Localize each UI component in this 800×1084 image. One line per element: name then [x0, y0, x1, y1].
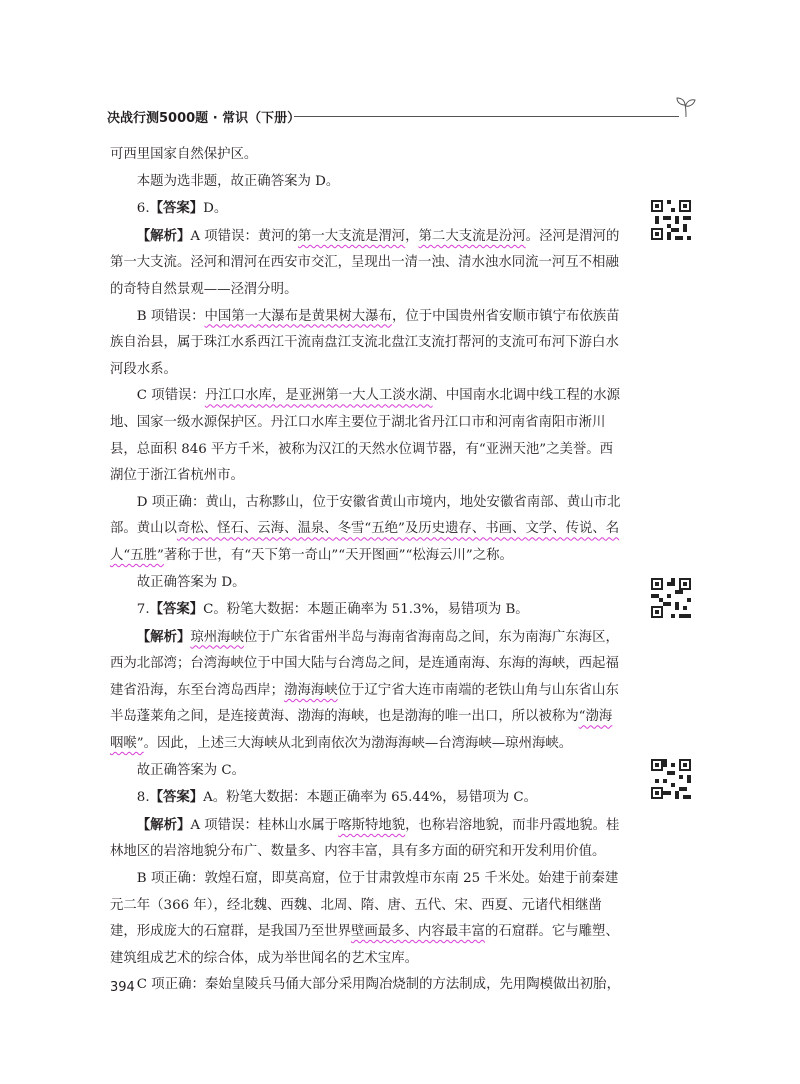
- paragraph: 本题为选非题，故正确答案为 D。: [136, 173, 340, 189]
- q7-analysis: [110, 624, 624, 758]
- answer-text: C。粉笔大数据：本题正确率为 51.3%，易错项为 B。: [203, 602, 529, 618]
- underlined-text: 中国第一大瀑布是黄果树大瀑布: [204, 308, 392, 324]
- analysis-label: 【解析】: [136, 816, 191, 833]
- q6-analysis-b: [110, 304, 624, 384]
- q6-answer: [110, 195, 624, 223]
- text: C 项错误：: [136, 388, 205, 404]
- qr-code-icon[interactable]: [651, 578, 691, 618]
- text: 。泾河是渭河的第一大支流。泾河和渭河在西安市交汇，呈现出一清一浊、清水浊水同流一河互不相融的奇特自然景观——泾渭分明。: [110, 228, 620, 297]
- q7-answer: [110, 596, 624, 624]
- q6-analysis-c: [110, 383, 624, 489]
- question-number: 8.: [136, 790, 150, 806]
- qr-code-icon[interactable]: [651, 759, 691, 799]
- text: D 项正确：黄山，古称黟山，位于安徽省黄山市境内，地处安徽省南部、黄山市北部。黄山以: [110, 494, 621, 537]
- text: 、中国南水北调中线工程的水源地、国家一级水源保护区。丹江口水库主要位于湖北省丹江口市和河南省南阳市淅川县，总面积 846 平方千米，被称为汉江的天然水位调节器，有“亚洲天池”之美誉。西湖位于浙江省杭州市。: [110, 388, 620, 484]
- text: ，: [405, 228, 419, 244]
- analysis-label: 【解析】: [136, 628, 191, 645]
- underlined-text: 壁画最多、内容最丰富: [351, 924, 485, 940]
- answer-text: D。: [203, 201, 228, 217]
- underlined-text: 第一大支流是渭河: [298, 228, 406, 244]
- underlined-text: 渤海海峡: [284, 682, 338, 698]
- text: A 项错误：桂林山水属于: [190, 817, 339, 833]
- underlined-text: 第二大支流是汾河: [418, 228, 526, 244]
- text: 位于辽宁省大连市南端的老铁山角与山东省山东半岛蓬莱角之间，是连接黄海、渤海的海峡，也是渤海的唯一出口，所以被称为: [110, 682, 619, 725]
- header-title: 决战行测5000题 · 常识（下册）: [107, 111, 301, 126]
- analysis-label: 【解析】: [136, 227, 191, 244]
- q8-analysis-c: C 项正确：秦始皇陵兵马俑大部分采用陶冶烧制的方法制成，先用陶模做出初胎，: [136, 977, 620, 993]
- running-header: [107, 106, 697, 126]
- q7-conclusion: 故正确答案为 C。: [136, 762, 246, 778]
- text: 著称于世，有“天下第一奇山”“天开图画”“松海云川”之称。: [163, 547, 513, 563]
- answer-label: 【答案】: [149, 789, 204, 806]
- text: A 项错误：黄河的: [190, 228, 299, 244]
- qr-code-icon[interactable]: [651, 200, 691, 240]
- page-content: [110, 142, 624, 999]
- text: B 项错误：: [136, 308, 205, 324]
- paragraph: 可西里国家自然保护区。: [110, 147, 258, 162]
- text: ，也称岩溶地貌，而非丹霞地貌。桂林地区的岩溶地貌分布广、数量多、内容丰富，具有多方面的研究和开发利用价值。: [110, 817, 620, 860]
- question-number: 6.: [136, 201, 150, 217]
- underlined-text: 丹江口水库，是亚洲第一大人工淡水湖: [204, 388, 433, 404]
- underlined-text: 琼州海峡: [190, 629, 244, 645]
- question-number: 7.: [136, 602, 150, 618]
- text: B 项正确：敦煌石窟，即莫高窟，位于甘肃敦煌市东南 25 千米处。始建于前秦建元二年（366 年），经北魏、西魏、北周、隋、唐、五代、宋、西夏、元诸代相继凿建，形成庞大的石窟群，是我国乃至世界: [110, 871, 619, 940]
- underlined-text: 奇松、怪石、云海、温泉、冬雪“五绝”及历史遗存、书画、文学、传说、名人“五胜”: [110, 521, 620, 563]
- text: ，位于中国贵州省安顺市镇宁布依族苗族自治县，属于珠江水系西江干流南盘江支流北盘江支流打帮河的支流可布河下游白水河段水系。: [110, 308, 620, 377]
- q8-answer: [110, 784, 624, 812]
- page-number: 394: [110, 980, 135, 995]
- q6-analysis-a: [110, 223, 624, 304]
- underlined-text: “渤海咽喉”: [110, 709, 613, 752]
- q8-analysis-b: [110, 866, 624, 972]
- underlined-text: 喀斯特地貌: [338, 817, 406, 833]
- answer-label: 【答案】: [149, 200, 204, 217]
- answer-text: A。粉笔大数据：本题正确率为 65.44%，易错项为 C。: [203, 790, 538, 806]
- text: 。因此，上述三大海峡从北到南依次为渤海海峡—台湾海峡—琼州海峡。: [143, 736, 573, 752]
- sprout-icon: [675, 96, 697, 118]
- text: 位于广东省雷州半岛与海南省海南岛之间，东为南海广东海区，西为北部湾；台湾海峡位于中国大陆与台湾岛之间，是连通南海、东海的海峡，西起福建省沿海，东至台湾岛西岸；: [110, 629, 619, 698]
- q8-analysis-a: [110, 812, 624, 866]
- q6-conclusion: 故正确答案为 D。: [136, 574, 246, 590]
- answer-label: 【答案】: [149, 601, 204, 618]
- q6-analysis-d: [110, 490, 624, 570]
- header-rule: [294, 116, 679, 117]
- text: 的石窟群。它与雕塑、建筑组成艺术的综合体，成为举世闻名的艺术宝库。: [110, 924, 619, 966]
